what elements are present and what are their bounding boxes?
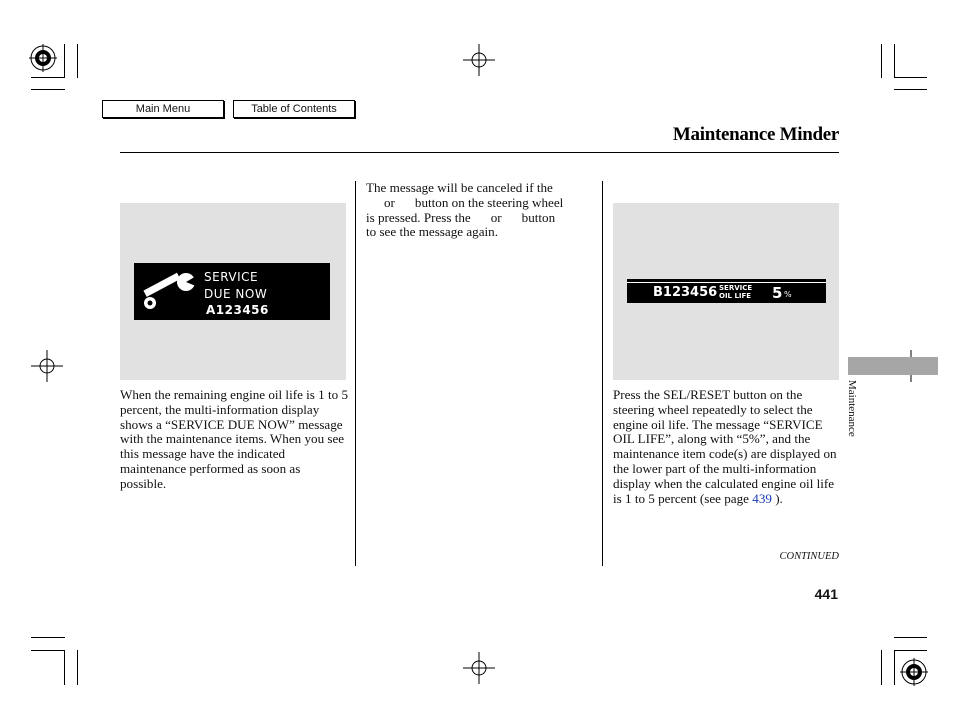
crop-mark (31, 650, 65, 651)
service-due-now-illustration (120, 203, 346, 380)
page-title: Maintenance Minder (672, 124, 839, 145)
oil-life-label: OIL LIFE (719, 292, 752, 300)
middle-paragraph (366, 181, 596, 240)
oil-life-value: 5 (772, 284, 783, 302)
crop-mark (894, 44, 895, 78)
left-paragraph: When the remaining engine oil life is 1 to 5 percent, the multi-information display shows a “SERVICE DUE NOW” message with the maintenance items. When you see this message have the indicated maintenance performed as soon as possible. (120, 387, 348, 491)
crop-mark (881, 44, 882, 78)
middle-line-1: The message will be canceled if the (366, 180, 553, 195)
display-line-due-now: DUE NOW (204, 287, 268, 301)
crosshair-icon (463, 652, 495, 684)
registration-target-icon (29, 44, 57, 72)
section-tab[interactable] (848, 357, 938, 375)
service-label: SERVICE (719, 284, 753, 292)
middle-line-3: is pressed. Press the or button (366, 209, 556, 225)
display-line-service: SERVICE (204, 270, 259, 284)
crop-mark (64, 44, 65, 78)
continued-label: CONTINUED (779, 551, 839, 562)
middle-line-2: or button on the steering wheel (384, 194, 564, 210)
section-tab-label: Maintenance (846, 380, 858, 437)
crop-mark (31, 77, 65, 78)
crop-mark (64, 650, 65, 685)
maintenance-code: B123456 (653, 285, 718, 300)
crop-mark (31, 637, 65, 638)
header-rule (120, 152, 839, 153)
service-oil-life-illustration (613, 203, 839, 380)
multi-information-display (134, 263, 330, 320)
crop-mark (894, 637, 927, 638)
column-divider (602, 181, 603, 566)
main-menu-button[interactable]: Main Menu (102, 100, 224, 118)
crop-mark (77, 44, 78, 78)
wrench-icon (142, 271, 196, 315)
page-number: 441 (814, 586, 838, 602)
crop-mark (31, 89, 65, 90)
oil-life-display (627, 279, 826, 303)
page-439-link[interactable]: 439 (752, 490, 772, 506)
display-line-code: A123456 (206, 303, 269, 317)
crop-mark (881, 650, 882, 685)
crop-mark (894, 89, 927, 90)
column-divider (355, 181, 356, 566)
oil-life-unit: % (784, 290, 792, 299)
crop-mark (77, 650, 78, 685)
crop-mark (894, 650, 927, 651)
table-of-contents-button[interactable]: Table of Contents (233, 100, 355, 118)
middle-line-4: to see the message again. (366, 224, 498, 240)
right-paragraph: Press the SEL/RESET button on the steering wheel repeatedly to select the engine oil life. The message “SERVICE OIL LIFE”, along with “5%”, and the maintenance item code(s) are displayed on the lower part of the multi-information display when the calculated engine oil life is 1 to 5 percent (see page 439 ). (613, 387, 837, 506)
crop-mark (894, 77, 927, 78)
crop-mark (894, 650, 895, 685)
crosshair-icon (463, 44, 495, 76)
registration-target-icon (900, 658, 928, 686)
crosshair-icon (31, 350, 63, 382)
